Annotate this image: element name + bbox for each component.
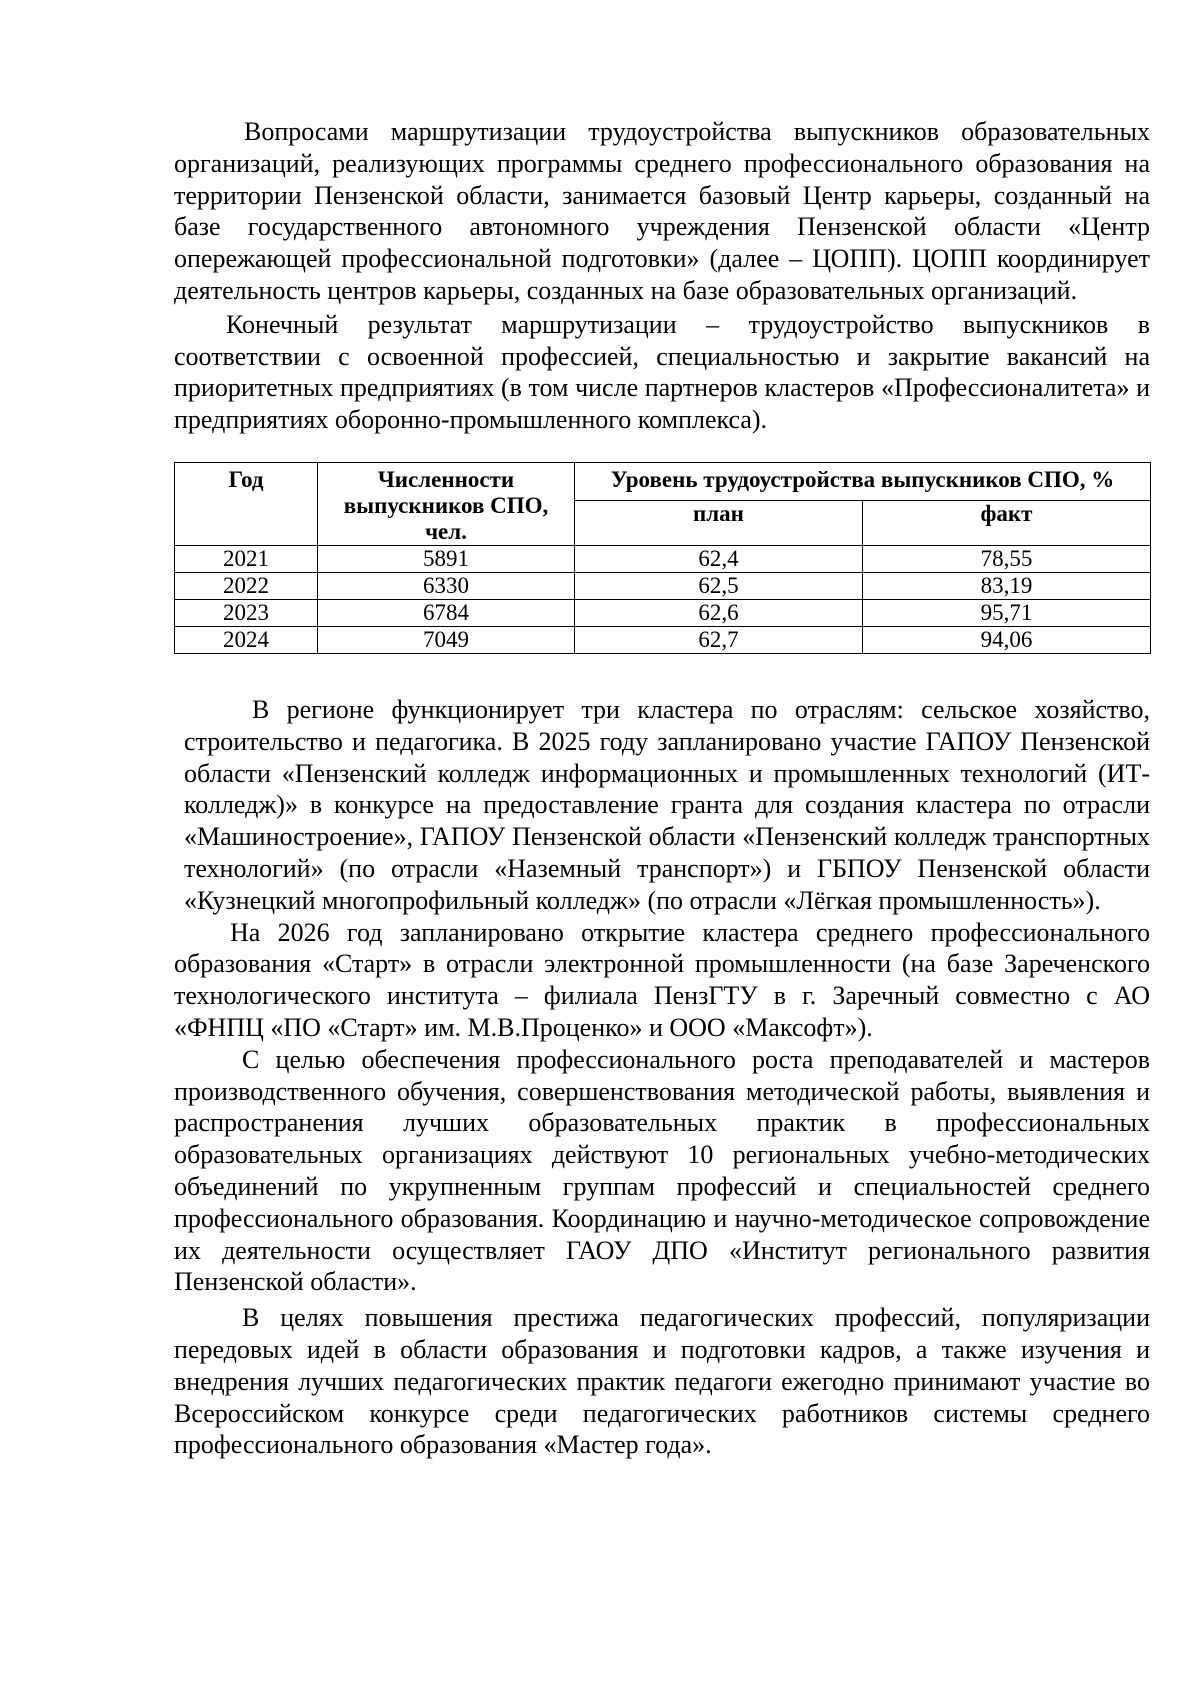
header-graduate-count: Численности выпускников СПО, чел.: [318, 462, 575, 545]
cell-fact: 78,55: [863, 545, 1151, 572]
employment-table-wrapper: [174, 462, 1150, 654]
cell-fact: 94,06: [863, 626, 1151, 653]
cell-plan: 62,4: [575, 545, 863, 572]
header-plan: план: [575, 500, 863, 545]
paragraph-master-of-year: В целях повышения престижа педагогических профессий, популяризации передовых идей в области образования и подготовки кадров, а также изучения и внедрения лучших педагогических практик педагоги ежегодно принимают участие во Всероссийском конкурсе среди педагогических работников системы среднего профессионального образования «Мастер года».: [174, 1303, 1150, 1460]
paragraph-methodical-associations: С целью обеспечения профессионального роста преподавателей и мастеров производственного обучения, совершенствования методической работы, выявления и распространения лучших образовательных практик в профессиональных образовательных организациях действуют 10 региональных учебно-методических объединений по укрупненным группам профессий и специальностей среднего профессионального образования. Координацию и научно-методическое сопровождение их деятельности осуществляет ГАОУ ДПО «Институт регионального развития Пензенской области».: [174, 1044, 1150, 1297]
header-fact: факт: [863, 500, 1151, 545]
table-row: [175, 572, 1151, 599]
cell-plan: 62,6: [575, 599, 863, 626]
document-page: [174, 116, 1150, 1461]
paragraph-clusters: В регионе функционирует три кластера по отраслям: сельское хозяйство, строительство и педагогика. В 2025 году запланировано участие ГАПОУ Пензенской области «Пензенский колледж информационных и промышленных технологий (ИТ-колледж)» в конкурсе на предоставление гранта для создания кластера по отрасли «Машиностроение», ГАПОУ Пензенской области «Пензенский колледж транспортных технологий» (по отрасли «Наземный транспорт») и ГБПОУ Пензенской области «Кузнецкий многопрофильный колледж» (по отрасли «Лёгкая промышленность»).: [184, 694, 1150, 915]
cell-year: 2023: [175, 599, 318, 626]
cell-count: 5891: [318, 545, 575, 572]
paragraph-routing-result: Конечный результат маршрутизации – трудоустройство выпускников в соответствии с освоенной профессией, специальностью и закрытие вакансий на приоритетных предприятиях (в том числе партнеров кластеров «Профессионалитета» и предприятиях оборонно-промышленного комплекса).: [174, 309, 1150, 435]
cell-count: 6330: [318, 572, 575, 599]
cell-fact: 83,19: [863, 572, 1151, 599]
table-row: [175, 599, 1151, 626]
header-employment-level: Уровень трудоустройства выпускников СПО, %: [575, 462, 1151, 500]
header-year: Год: [175, 462, 318, 545]
cell-year: 2024: [175, 626, 318, 653]
employment-table: [174, 462, 1151, 654]
paragraph-start-cluster: На 2026 год запланировано открытие кластера среднего профессионального образования «Старт» в отрасли электронной промышленности (на базе Зареченского технологического института – филиала ПензГТУ в г. Заречный совместно с АО «ФНПЦ «ПО «Старт» им. М.В.Проценко» и ООО «Максофт»).: [174, 917, 1150, 1042]
paragraph-career-center: Вопросами маршрутизации трудоустройства выпускников образовательных организаций, реализующих программы среднего профессионального образования на территории Пензенской области, занимается базовый Центр карьеры, созданный на базе государственного автономного учреждения Пензенской области «Центр опережающей профессиональной подготовки» (далее – ЦОПП). ЦОПП координирует деятельность центров карьеры, созданных на базе образовательных организаций.: [174, 117, 1150, 305]
table-row: [175, 626, 1151, 653]
cell-plan: 62,5: [575, 572, 863, 599]
cell-fact: 95,71: [863, 599, 1151, 626]
table-row: [175, 545, 1151, 572]
cell-count: 7049: [318, 626, 575, 653]
cell-year: 2022: [175, 572, 318, 599]
cell-count: 6784: [318, 599, 575, 626]
cell-year: 2021: [175, 545, 318, 572]
cell-plan: 62,7: [575, 626, 863, 653]
